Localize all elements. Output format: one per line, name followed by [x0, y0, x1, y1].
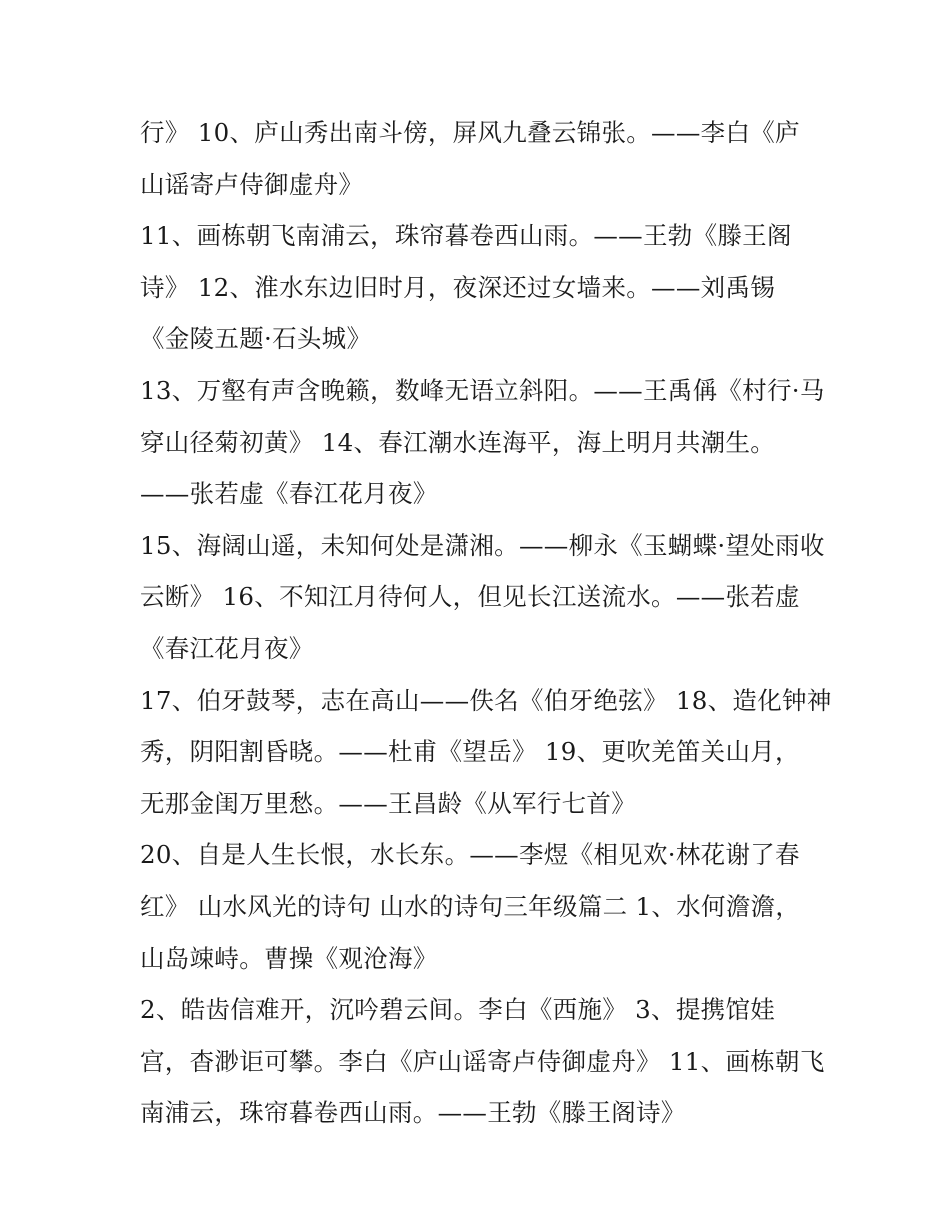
text-line: 行》 10、庐山秀出南斗傍，屏风九叠云锦张。——李白《庐	[140, 118, 800, 147]
text-line: 山岛竦峙。曹操《观沧海》	[140, 943, 438, 973]
text-line: 诗》 12、淮水东边旧时月，夜深还过女墙来。——刘禹锡	[140, 272, 776, 302]
text-line: 17、伯牙鼓琴，志在高山——佚名《伯牙绝弦》 18、造化钟神	[140, 685, 832, 715]
text-line: 云断》 16、不知江月待何人，但见长江送流水。——张若虚	[140, 582, 800, 612]
text-line: 宫，杳渺讵可攀。李白《庐山谣寄卢侍御虚舟》 11、画栋朝飞	[140, 1046, 825, 1076]
text-line: 20、自是人生长恨，水长东。——李煜《相见欢·林花谢了春	[140, 840, 800, 870]
text-line: 13、万壑有声含晚籁，数峰无语立斜阳。——王禹偁《村行·马	[140, 375, 825, 405]
text-line: 2、皓齿信难开，沉吟碧云间。李白《西施》 3、提携馆娃	[140, 995, 776, 1025]
text-line: 《金陵五题·石头城》	[140, 324, 372, 354]
text-line: 南浦云，珠帘暮卷西山雨。——王勃《滕王阁诗》	[140, 1098, 686, 1128]
text-line: 红》 山水风光的诗句 山水的诗句三年级篇二 1、水何澹澹，	[140, 891, 801, 921]
text-line: 15、海阔山遥，未知何处是潇湘。——柳永《玉蝴蝶·望处雨收	[140, 530, 825, 560]
text-line: 11、画栋朝飞南浦云，珠帘暮卷西山雨。——王勃《滕王阁	[140, 221, 792, 251]
text-line: ——张若虚《春江花月夜》	[140, 479, 438, 509]
text-line: 秀，阴阳割昏晓。——杜甫《望岳》 19、更吹羌笛关山月，	[140, 737, 800, 767]
text-line: 山谣寄卢侍御虚舟》	[140, 169, 364, 199]
text-line: 《春江花月夜》	[140, 633, 314, 663]
text-line: 穿山径菊初黄》 14、春江潮水连海平，海上明月共潮生。	[140, 427, 776, 457]
poem-text-block	[140, 107, 830, 1139]
text-line: 无那金闺万里愁。——王昌龄《从军行七首》	[140, 788, 636, 818]
